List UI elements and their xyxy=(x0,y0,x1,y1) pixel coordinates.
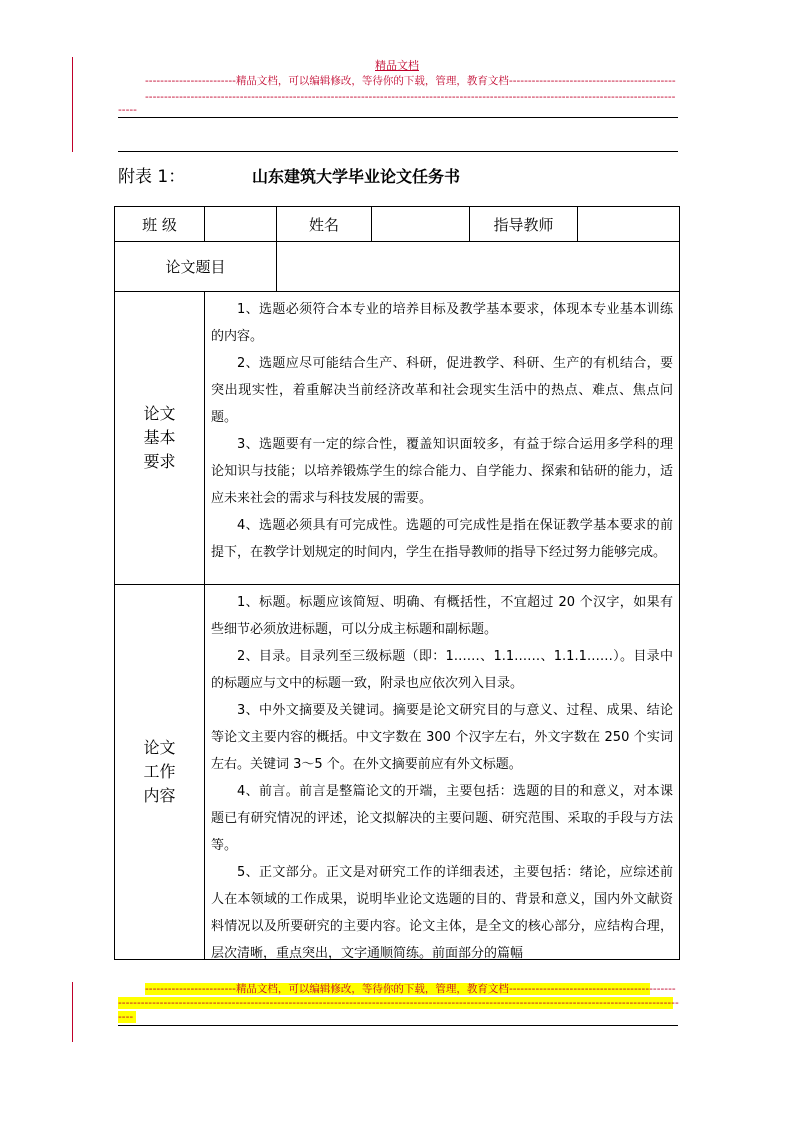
name-label: 姓名 xyxy=(277,207,372,242)
work-label-line: 工作 xyxy=(143,762,176,781)
document-title-row xyxy=(118,160,678,190)
work-content-row xyxy=(115,585,680,960)
left-margin-bar-bottom xyxy=(72,982,73,1042)
work-paragraph: 5、正文部分。正文是对研究工作的详细表述，主要包括：绪论，应综述前人在本领域的工作成果，说明毕业论文选题的目的、背景和意义，国内外文献资料情况以及所要研究的主要内容。论文主体，是全文的核心部分，应结构合理，层次清晰，重点突出，文字通顺简练。前面部分的篇幅 xyxy=(211,865,673,961)
appendix-label: 附表 1： xyxy=(118,167,186,187)
header-dashes-left: ------------------------ xyxy=(145,75,236,87)
header-dashes-right: -------------------------------------------- xyxy=(508,75,676,87)
work-paragraph: 3、中外文摘要及关键词。摘要是论文研究目的与意义、过程、成果、结论等论文主要内容的概括。中文字数在 300 个汉字左右，外文字数在 250 个实词左右。关键词 3～5 个。在外文摘要前应有外文标题。 xyxy=(211,703,673,772)
header-rule xyxy=(118,117,678,118)
topic-label: 论文题目 xyxy=(115,242,277,292)
requirement-paragraph: 1、选题必须符合本专业的培养目标及教学基本要求，体现本专业基本训练的内容。 xyxy=(211,302,673,344)
requirements-label-line: 要求 xyxy=(143,452,176,471)
footer-dashes-right: -------------------------------------------- xyxy=(508,983,676,995)
header-dash-line-2: -------------------------------------------------------------------------------------------------------------------------------------------- xyxy=(145,91,676,103)
work-content xyxy=(205,585,680,960)
header-watermark-line-1 xyxy=(145,75,676,87)
class-field[interactable] xyxy=(205,207,277,242)
work-paragraph: 2、目录。目录列至三级标题（即：1……、1.1……、1.1.1……）。目录中的标题应与文中的标题一致，附录也应依次列入目录。 xyxy=(211,649,673,691)
header-watermark-text: 精品文档，可以编辑修改，等待你的下载，管理，教育文档 xyxy=(235,75,509,87)
header-title: 精品文档 xyxy=(375,59,419,72)
requirement-paragraph: 3、选题要有一定的综合性，覆盖知识面较多，有益于综合运用多学科的理论知识与技能；以培养锻炼学生的综合能力、自学能力、探索和钻研的能力，适应未来社会的需求与科技发展的需要。 xyxy=(211,437,673,506)
footer-dash-line-2: ---------------------------------------------------------------------------------------------------------------------------------------------------- xyxy=(118,997,679,1009)
advisor-label: 指导教师 xyxy=(470,207,578,242)
requirements-label xyxy=(115,292,205,585)
requirements-content xyxy=(205,292,680,585)
work-content-clip xyxy=(211,589,673,959)
work-paragraph: 4、前言。前言是整篇论文的开端，主要包括：选题的目的和意义，对本课题已有研究情况的评述，论文拟解决的主要问题、研究范围、采取的手段与方法等。 xyxy=(211,784,673,853)
info-row xyxy=(115,207,680,242)
topic-field[interactable] xyxy=(277,242,680,292)
header-dash-line-3: ----- xyxy=(118,104,137,116)
requirement-paragraph: 4、选题必须具有可完成性。选题的可完成性是指在保证教学基本要求的前提下，在教学计划规定的时间内，学生在指导教师的指导下经过努力能够完成。 xyxy=(211,518,673,560)
footer-rule xyxy=(118,1025,678,1026)
footer-watermark-text: 精品文档，可以编辑修改，等待你的下载，管理，教育文档 xyxy=(235,983,509,995)
advisor-field[interactable] xyxy=(578,207,680,242)
name-field[interactable] xyxy=(372,207,470,242)
topic-row xyxy=(115,242,680,292)
requirements-label-line: 基本 xyxy=(143,428,176,447)
work-label-line: 论文 xyxy=(143,738,176,757)
footer-watermark-line-1 xyxy=(145,983,676,995)
footer-dash-line-3: ---- xyxy=(118,1011,136,1023)
work-label-line: 内容 xyxy=(143,786,176,805)
requirements-row xyxy=(115,292,680,585)
footer-dashes-left: ------------------------ xyxy=(145,983,236,995)
work-content-label xyxy=(115,585,205,960)
requirement-paragraph: 2、选题应尽可能结合生产、科研，促进教学、科研、生产的有机结合，要突出现实性，着重解决当前经济改革和社会现实生活中的热点、难点、焦点问题。 xyxy=(211,356,673,425)
task-form-table xyxy=(114,206,680,960)
class-label: 班 级 xyxy=(115,207,205,242)
title-rule xyxy=(118,151,678,152)
requirements-label-line: 论文 xyxy=(143,404,176,423)
work-paragraph: 1、标题。标题应该简短、明确、有概括性，不宜超过 20 个汉字，如果有些细节必须放进标题，可以分成主标题和副标题。 xyxy=(211,595,673,637)
document-title: 山东建筑大学毕业论文任务书 xyxy=(252,167,461,186)
